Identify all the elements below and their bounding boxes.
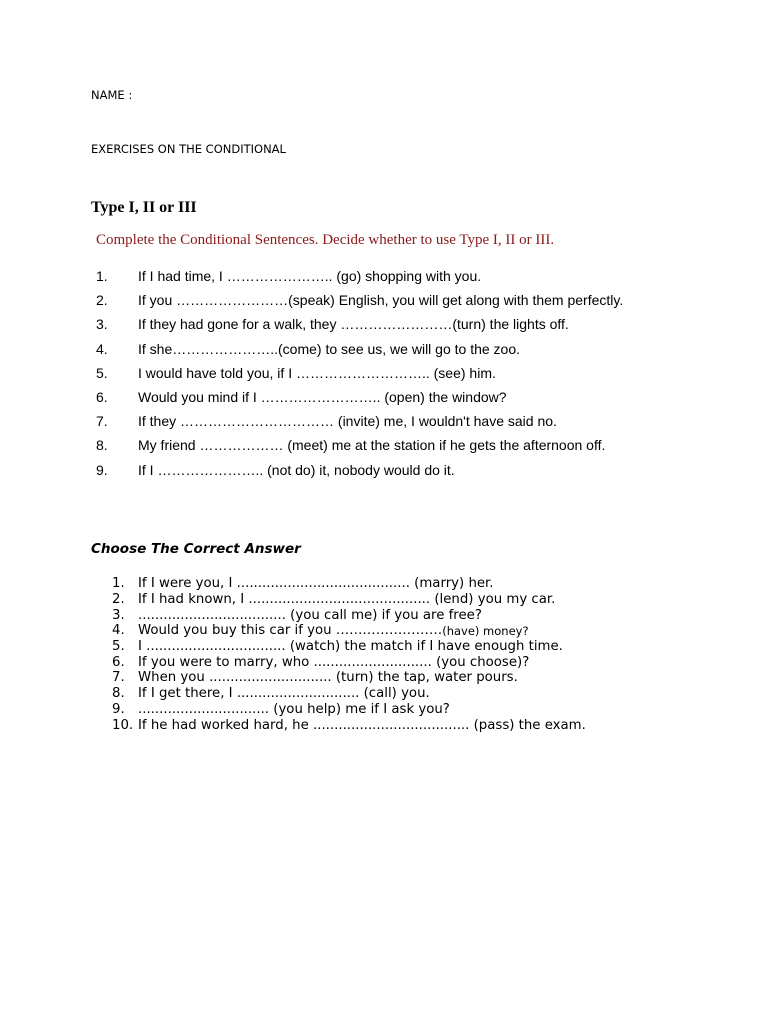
item-text: ................................... (you call me) if you are free? (138, 607, 482, 623)
list-item (112, 576, 586, 592)
section1-instruction: Complete the Conditional Sentences. Decide whether to use Type I, II or III. (96, 232, 555, 248)
list-item (112, 702, 586, 718)
item-text: ............................... (you help) me if I ask you? (138, 701, 450, 717)
item-text: If you were to marry, who ............................ (you choose)? (138, 654, 530, 670)
item-number: 6. (96, 389, 108, 406)
list-item (112, 670, 586, 686)
list-item (112, 654, 586, 670)
item-number: 5. (112, 639, 125, 655)
item-number: 2. (112, 592, 125, 608)
list-item (112, 686, 586, 702)
item-number: 8. (112, 686, 125, 702)
item-text: I ................................. (watch) the match if I have enough time. (138, 639, 563, 655)
item-number: 2. (96, 292, 108, 309)
item-text: If he had worked hard, he ..................................... (pass) the exam. (138, 717, 586, 733)
list-item (96, 264, 623, 288)
section2-heading: Choose The Correct Answer (91, 541, 301, 557)
item-number: 8. (96, 437, 108, 454)
section1-exercise-list (96, 264, 623, 482)
item-number: 3. (96, 316, 108, 333)
section2-exercise-list (112, 576, 586, 733)
item-text: If she…………………..(come) to see us, we will go to the zoo. (138, 340, 521, 357)
item-number: 5. (96, 364, 108, 381)
list-item (96, 385, 623, 409)
item-number: 6. (112, 654, 125, 670)
item-number: 9. (112, 701, 125, 717)
list-item (112, 623, 586, 639)
item-number: 7. (96, 413, 108, 430)
item-text: I would have told you, if I ……………………….. (see) him. (138, 364, 496, 381)
item-text: If I ………………….. (not do) it, nobody would do it. (138, 461, 455, 478)
list-item (96, 409, 623, 433)
list-item (96, 361, 623, 385)
item-text: Would you mind if I …………………….. (open) the window? (138, 389, 507, 406)
item-text: When you ............................. (turn) the tap, water pours. (138, 670, 518, 686)
document-title: EXERCISES ON THE CONDITIONAL (91, 142, 286, 156)
item-number: 1. (112, 576, 125, 592)
item-number: 4. (96, 340, 108, 357)
item-text: If I had time, I ………………….. (go) shopping with you. (138, 268, 482, 285)
list-item (96, 433, 623, 457)
item-text: If they had gone for a walk, they ……………………(turn) the lights off. (138, 316, 569, 333)
item-text: Would you buy this car if you …………………… (138, 623, 443, 639)
list-item (112, 607, 586, 623)
item-text: If I had known, I ........................................... (lend) you my car. (138, 592, 556, 608)
item-text-tail: (have) money? (442, 623, 529, 638)
name-label: NAME : (91, 88, 133, 102)
item-text: If I were you, I ......................................... (marry) her. (138, 576, 494, 592)
list-item (112, 592, 586, 608)
section1-heading: Type I, II or III (91, 199, 197, 216)
item-number: 7. (112, 670, 125, 686)
item-number: 10. (112, 717, 134, 733)
item-number: 1. (96, 268, 108, 285)
item-number: 4. (112, 623, 125, 639)
item-number: 9. (96, 461, 108, 478)
item-text: My friend ……………… (meet) me at the station if he gets the afternoon off. (138, 437, 606, 454)
list-item (96, 337, 623, 361)
item-text: If they …………………………… (invite) me, I wouldn't have said no. (138, 413, 557, 430)
list-item (112, 717, 586, 733)
list-item (112, 639, 586, 655)
item-text: If I get there, I ............................. (call) you. (138, 686, 430, 702)
list-item (96, 458, 623, 482)
list-item (96, 288, 623, 312)
item-number: 3. (112, 607, 125, 623)
item-text: If you ……………………(speak) English, you will get along with them perfectly. (138, 292, 624, 309)
list-item (96, 312, 623, 336)
